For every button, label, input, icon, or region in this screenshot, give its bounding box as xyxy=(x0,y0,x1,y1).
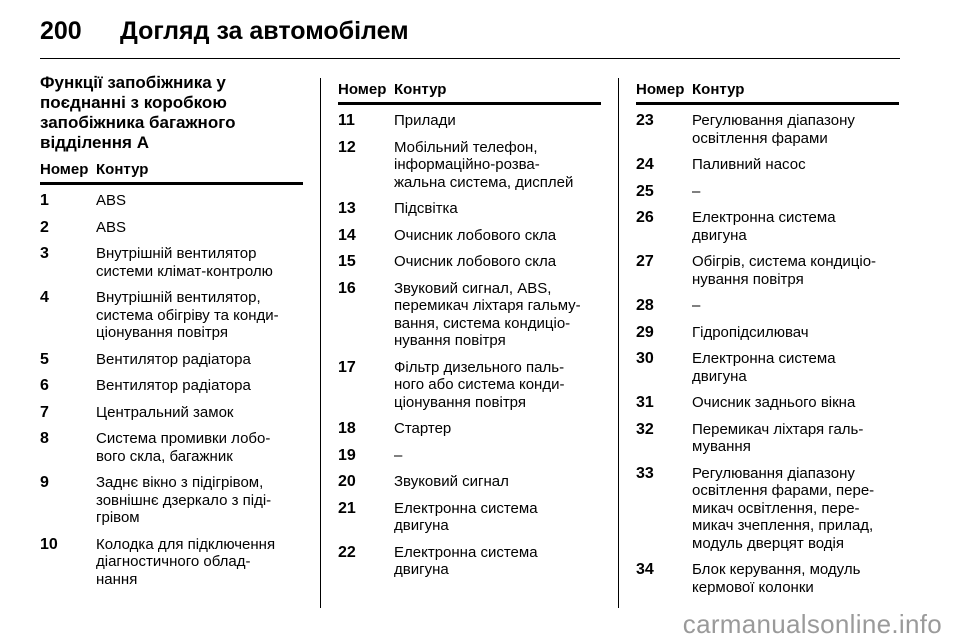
fuse-number: 3 xyxy=(40,245,49,262)
watermark: carmanualsonline.info xyxy=(682,609,942,639)
fuse-circuit: Фільтр дизельного паль- ного або система конди- ціонування повітря xyxy=(394,358,565,411)
fuse-number: 21 xyxy=(338,499,356,517)
fuse-circuit: Внутрішній вентилятор системи клімат-контролю xyxy=(96,245,273,280)
fuse-number: 20 xyxy=(338,473,356,490)
fuse-number: 16 xyxy=(338,279,356,297)
fuse-number: 32 xyxy=(636,420,654,438)
fuse-number: 4 xyxy=(40,289,49,306)
fuse-circuit: Електронна система двигуна xyxy=(692,209,836,244)
fuse-column-1 xyxy=(40,70,303,597)
table-row xyxy=(338,473,601,491)
fuse-list xyxy=(636,112,899,596)
table-row xyxy=(338,280,601,350)
table-row xyxy=(636,394,899,412)
table-row xyxy=(338,200,601,218)
fuse-number: 25 xyxy=(636,182,654,200)
fuse-circuit: ABS xyxy=(96,192,127,209)
table-header xyxy=(40,161,303,185)
table-row xyxy=(40,219,303,237)
table-row xyxy=(636,421,899,456)
fuse-circuit: Регулювання діапазону освітлення фарами xyxy=(692,112,855,147)
table-row xyxy=(40,377,303,395)
page-title: Догляд за автомобілем xyxy=(120,16,409,45)
fuse-list xyxy=(338,112,601,579)
fuse-circuit: – xyxy=(692,297,701,314)
table-header xyxy=(636,81,899,105)
table-row xyxy=(338,227,601,245)
fuse-number: 22 xyxy=(338,543,356,561)
fuse-circuit: Очисник заднього вікна xyxy=(692,394,856,411)
fuse-number: 7 xyxy=(40,403,49,421)
fuse-number: 17 xyxy=(338,358,356,376)
fuse-number: 30 xyxy=(636,350,654,367)
fuse-number: 33 xyxy=(636,464,654,482)
table-row xyxy=(636,112,899,147)
table-row xyxy=(338,139,601,192)
fuse-circuit: Внутрішній вентилятор, система обігріву та конди- ціонування повітря xyxy=(96,289,279,341)
table-row xyxy=(338,544,601,579)
table-row xyxy=(636,156,899,174)
fuse-circuit: Перемикач ліхтаря галь- мування xyxy=(692,420,864,455)
fuse-number: 10 xyxy=(40,535,58,553)
fuse-circuit: Звуковий сигнал xyxy=(394,473,509,490)
table-row xyxy=(40,245,303,280)
header-circuit: Контур xyxy=(96,161,149,178)
fuse-circuit: – xyxy=(394,446,403,464)
fuse-number: 15 xyxy=(338,253,356,270)
table-row xyxy=(636,350,899,385)
fuse-circuit: Мобільний телефон, інформаційно-розва- жальна система, дисплей xyxy=(394,138,574,191)
fuse-number: 2 xyxy=(40,218,49,236)
column-divider xyxy=(618,78,619,608)
fuse-number: 5 xyxy=(40,350,49,368)
table-row xyxy=(40,536,303,589)
fuse-number: 9 xyxy=(40,474,49,491)
fuse-number: 1 xyxy=(40,192,49,209)
fuse-circuit: Колодка для підключення діагностичного облад- нання xyxy=(96,535,276,588)
fuse-circuit: Блок керування, модуль кермової колонки xyxy=(692,561,861,596)
section-title: Функції запобіжника у поєднанні з коробкою запобіжника багажного відділення A xyxy=(40,73,236,152)
table-row xyxy=(636,561,899,596)
fuse-circuit: Прилади xyxy=(394,112,456,129)
table-row xyxy=(338,112,601,130)
fuse-number: 6 xyxy=(40,377,49,394)
table-row xyxy=(636,465,899,553)
fuse-circuit: Стартер xyxy=(394,420,452,437)
column-divider xyxy=(320,78,321,608)
header-divider xyxy=(40,58,900,59)
fuse-number: 14 xyxy=(338,226,356,244)
fuse-number: 34 xyxy=(636,561,654,578)
fuse-circuit: Система промивки лобо- вого скла, багажник xyxy=(96,430,271,465)
fuse-number: 27 xyxy=(636,253,654,270)
table-row xyxy=(40,404,303,422)
fuse-circuit: Регулювання діапазону освітлення фарами, пере- микач освітлення, пере- микач зчеплення, прилад, модуль дверцят водія xyxy=(692,464,875,552)
header-circuit: Контур xyxy=(394,81,447,98)
fuse-number: 31 xyxy=(636,394,654,411)
fuse-number: 23 xyxy=(636,112,654,129)
fuse-number: 29 xyxy=(636,323,654,341)
fuse-circuit: Центральний замок xyxy=(96,403,234,421)
fuse-circuit: Звуковий сигнал, ABS, перемикач ліхтаря гальму- вання, система кондиціо- нування повітря xyxy=(394,279,581,349)
fuse-number: 24 xyxy=(636,156,654,173)
fuse-number: 18 xyxy=(338,420,356,437)
page-header xyxy=(40,14,409,48)
table-row xyxy=(40,289,303,342)
fuse-number: 11 xyxy=(338,112,355,129)
fuse-number: 8 xyxy=(40,430,49,447)
fuse-list xyxy=(40,192,303,588)
table-row xyxy=(338,253,601,271)
fuse-circuit: Електронна система двигуна xyxy=(692,350,836,385)
fuse-column-3 xyxy=(636,70,899,605)
fuse-number: 19 xyxy=(338,446,356,464)
table-row xyxy=(338,447,601,465)
fuse-circuit: Вентилятор радіатора xyxy=(96,350,251,368)
header-circuit: Контур xyxy=(692,81,745,98)
fuse-circuit: Електронна система двигуна xyxy=(394,499,538,534)
table-row xyxy=(338,420,601,438)
table-row xyxy=(636,297,899,315)
table-header xyxy=(338,81,601,105)
header-number: Номер xyxy=(338,81,387,98)
table-row xyxy=(338,359,601,412)
fuse-circuit: Вентилятор радіатора xyxy=(96,377,251,394)
fuse-circuit: Гідропідсилювач xyxy=(692,323,809,341)
fuse-circuit: Електронна система двигуна xyxy=(394,543,538,578)
header-number: Номер xyxy=(636,81,685,98)
page-number: 200 xyxy=(40,16,82,45)
table-row xyxy=(636,209,899,244)
fuse-number: 28 xyxy=(636,297,654,314)
fuse-circuit: Очисник лобового скла xyxy=(394,253,557,270)
table-row xyxy=(40,192,303,210)
table-row xyxy=(40,474,303,527)
table-row xyxy=(40,430,303,465)
fuse-column-2 xyxy=(338,70,601,588)
fuse-circuit: – xyxy=(692,182,701,200)
fuse-circuit: Очисник лобового скла xyxy=(394,226,557,244)
fuse-circuit: Обігрів, система кондиціо- нування повітря xyxy=(692,253,877,288)
table-row xyxy=(338,500,601,535)
fuse-circuit: Підсвітка xyxy=(394,200,458,217)
fuse-circuit: ABS xyxy=(96,218,127,236)
table-row xyxy=(636,183,899,201)
header-number: Номер xyxy=(40,161,89,178)
fuse-circuit: Заднє вікно з підігрівом, зовнішнє дзеркало з піді- грівом xyxy=(96,474,272,526)
fuse-number: 12 xyxy=(338,138,356,156)
table-row xyxy=(636,253,899,288)
table-row xyxy=(636,324,899,342)
fuse-number: 13 xyxy=(338,200,356,217)
fuse-number: 26 xyxy=(636,209,654,226)
table-row xyxy=(40,351,303,369)
fuse-circuit: Паливний насос xyxy=(692,156,806,173)
